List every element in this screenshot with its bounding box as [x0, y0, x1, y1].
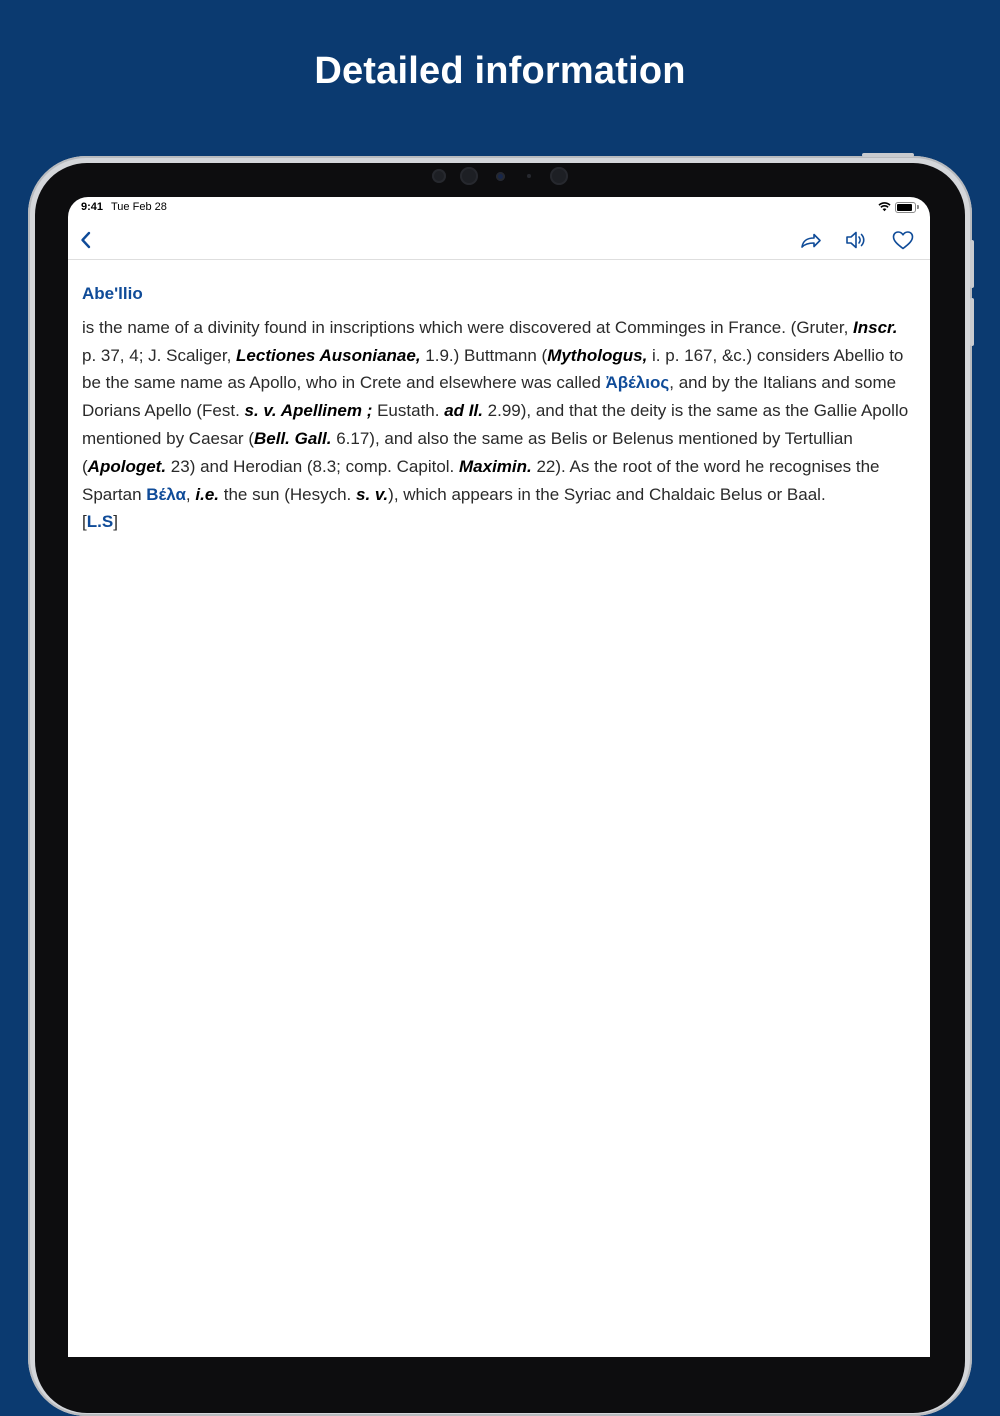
share-arrow-icon [795, 225, 825, 255]
author-citation [82, 508, 916, 536]
citation-emphasis: Inscr. [853, 317, 898, 337]
body-text: 6.17), and also the same as Belis or Belenus mentioned by Tertullian ( [82, 428, 853, 476]
citation-emphasis: i.e. [195, 484, 219, 504]
sensor-dot [550, 167, 568, 185]
volume-down-button [970, 298, 974, 346]
body-text: 1.9.) Buttmann ( [420, 345, 548, 365]
front-camera [496, 172, 505, 181]
body-text: the sun (Hesych. [219, 484, 357, 504]
body-text: , [185, 484, 196, 504]
citation-emphasis: Apologet. [87, 456, 167, 476]
chevron-left-icon [72, 225, 102, 255]
status-time: 9:41 [81, 201, 104, 213]
body-text: p. 37, 4; J. Scaliger, [82, 345, 237, 365]
battery-icon [895, 202, 916, 213]
body-text: 2.99), and that the deity is the same as the Gallie Apollo mentioned by Caesar ( [82, 401, 909, 448]
volume-up-button [970, 240, 974, 288]
screen [68, 197, 930, 1357]
body-text: 23) and Herodian (8.3; comp. Capitol. [166, 456, 459, 476]
entry-title: Abe'llio [82, 284, 143, 303]
citation-emphasis: Bell. Gall. [253, 428, 332, 448]
greek-term-link[interactable]: Βέλα [146, 484, 186, 504]
author-bracket-open: [ [82, 512, 87, 532]
promo-title: Detailed information [314, 50, 686, 92]
body-text: , and by the Italians and some Dorians Apello (Fest. [82, 373, 897, 421]
body-text: Eustath. [372, 401, 445, 421]
heart-outline-icon [888, 225, 918, 255]
speaker-icon [840, 225, 870, 255]
body-text: 22). As the root of the word he recognises the Spartan [82, 456, 880, 504]
battery-tip [917, 205, 919, 209]
wifi-icon [878, 201, 891, 215]
entry-content [82, 280, 916, 536]
citation-emphasis: Lectiones Ausonianae, [236, 345, 421, 365]
share-button[interactable] [795, 225, 825, 255]
body-text: is the name of a divinity found in inscriptions which were discovered at Comminges in France. (Gruter, [82, 317, 854, 337]
battery-fill [897, 204, 912, 211]
citation-emphasis: ad Il. [444, 401, 483, 421]
sensor-dot [432, 169, 446, 183]
body-text: i. p. 167, &c.) considers Abellio to be the same name as Apollo, who in Crete and elsewhere was called [82, 345, 904, 393]
citation-emphasis: Maximin. [459, 456, 532, 476]
speak-button[interactable] [840, 225, 870, 255]
citation-emphasis: s. v. Apellinem ; [244, 401, 373, 421]
entry-body [82, 314, 916, 509]
back-button[interactable] [72, 225, 102, 255]
greek-term-link[interactable]: Ἀβέλιος [605, 373, 670, 393]
favorite-button[interactable] [888, 225, 918, 255]
status-date: Tue Feb 28 [111, 201, 167, 213]
citation-emphasis: Mythologus, [547, 345, 648, 365]
top-button [862, 153, 914, 157]
sensor-dot [527, 174, 531, 178]
nav-bar [68, 219, 930, 260]
author-bracket-close: ] [113, 512, 118, 532]
author-link[interactable]: L.S [86, 512, 114, 532]
status-bar [68, 197, 930, 219]
citation-emphasis: s. v. [356, 484, 389, 504]
sensor-dot [460, 167, 478, 185]
body-text: ), which appears in the Syriac and Chaldaic Belus or Baal. [388, 484, 826, 504]
